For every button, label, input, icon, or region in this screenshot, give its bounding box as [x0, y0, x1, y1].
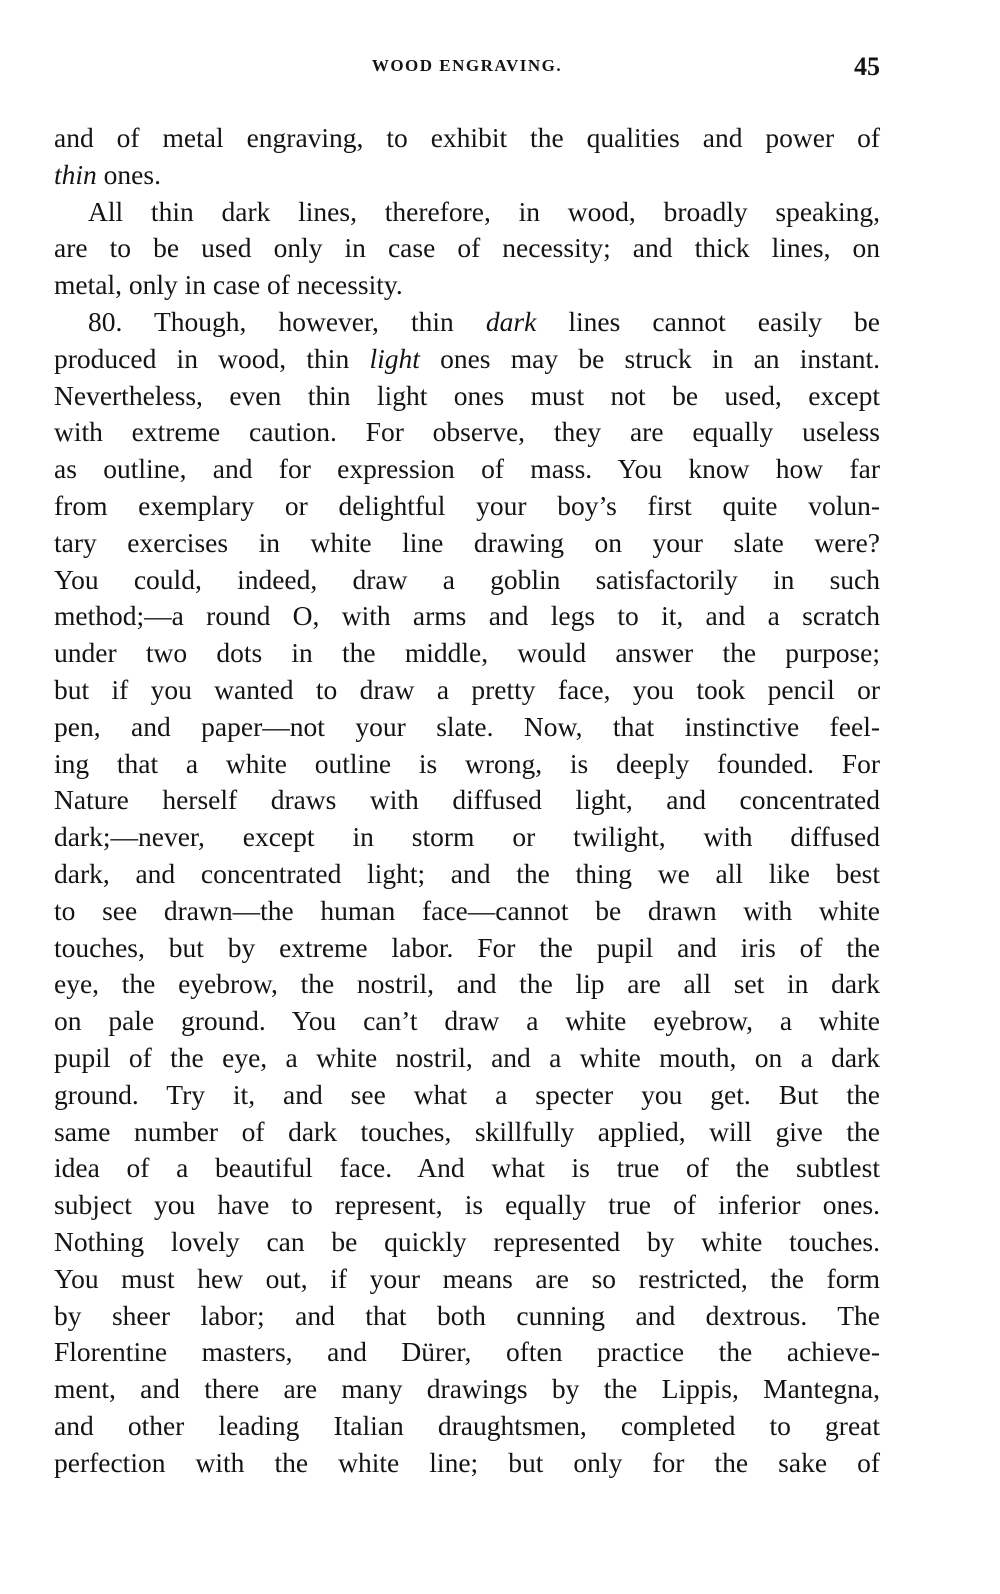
- text-segment: pupil of the eye, a white nostril, and a white mouth, on a dark: [54, 1041, 880, 1073]
- text-line: [54, 1003, 880, 1040]
- text-line: [54, 230, 880, 267]
- text-line: [54, 966, 880, 1003]
- italic-text: light: [369, 342, 420, 374]
- page-header: [54, 52, 880, 82]
- italic-text: thin: [54, 158, 97, 190]
- text-segment: ones may be struck in an instant.: [419, 342, 880, 374]
- text-line: [54, 893, 880, 930]
- text-line: [54, 304, 880, 341]
- text-line: [54, 856, 880, 893]
- text-line: [54, 1114, 880, 1151]
- text-line: [54, 267, 880, 304]
- text-segment: ing that a white outline is wrong, is deeply founded. For: [54, 747, 880, 779]
- text-segment: method;—a round O, with arms and legs to it, and a scratch: [54, 600, 880, 632]
- text-line: [54, 562, 880, 599]
- text-segment: ment, and there are many drawings by the Lippis, Mantegna,: [54, 1373, 880, 1405]
- text-line: [54, 1334, 880, 1371]
- text-line: [54, 782, 880, 819]
- text-segment: idea of a beautiful face. And what is true of the subtlest: [54, 1152, 880, 1184]
- text-segment: Nevertheless, even thin light ones must not be used, except: [54, 379, 880, 411]
- text-segment: on pale ground. You can’t draw a white eyebrow, a white: [54, 1005, 880, 1037]
- text-segment: metal, only in case of necessity.: [54, 269, 403, 301]
- text-segment: and of metal engraving, to exhibit the qualities and power of: [54, 122, 880, 153]
- text-segment: as outline, and for expression of mass. You know how far: [54, 453, 880, 485]
- text-line: [54, 341, 880, 378]
- text-line: [54, 1040, 880, 1077]
- text-line: [54, 120, 880, 157]
- text-segment: and other leading Italian draughtsmen, completed to great: [54, 1409, 880, 1441]
- text-segment: to see drawn—the human face—cannot be drawn with white: [54, 894, 880, 926]
- text-segment: All thin dark lines, therefore, in wood, broadly speaking,: [88, 195, 880, 227]
- text-segment: ground. Try it, and see what a specter you get. But the: [54, 1078, 880, 1110]
- text-segment: lines cannot easily be: [536, 305, 880, 337]
- text-segment: You must hew out, if your means are so restricted, the form: [54, 1262, 880, 1294]
- text-line: [54, 709, 880, 746]
- text-line: [54, 378, 880, 415]
- text-line: [54, 525, 880, 562]
- text-line: [54, 930, 880, 967]
- text-line: [54, 1408, 880, 1445]
- text-line: [54, 488, 880, 525]
- text-segment: but if you wanted to draw a pretty face, you took pencil or: [54, 673, 880, 705]
- text-segment: Nothing lovely can be quickly represented by white touches.: [54, 1225, 880, 1257]
- page-number: 45: [854, 52, 880, 81]
- text-line: [54, 157, 880, 194]
- text-segment: with extreme caution. For observe, they are equally useless: [54, 416, 880, 448]
- text-line: [54, 746, 880, 783]
- text-segment: eye, the eyebrow, the nostril, and the lip are all set in dark: [54, 968, 880, 1000]
- text-line: [54, 414, 880, 451]
- text-line: [54, 1150, 880, 1187]
- text-segment: Florentine masters, and Dürer, often practice the achieve-: [54, 1336, 880, 1368]
- text-line: [54, 598, 880, 635]
- text-line: [54, 1261, 880, 1298]
- text-segment: by sheer labor; and that both cunning and dextrous. The: [54, 1299, 880, 1331]
- text-segment: tary exercises in white line drawing on your slate were?: [54, 526, 880, 558]
- text-segment: same number of dark touches, skillfully applied, will give the: [54, 1115, 880, 1147]
- text-segment: dark;—never, except in storm or twilight, with diffused: [54, 821, 880, 853]
- text-segment: under two dots in the middle, would answer the purpose;: [54, 637, 880, 669]
- text-line: [54, 1445, 880, 1482]
- text-segment: produced in wood, thin: [54, 342, 370, 374]
- text-line: [54, 672, 880, 709]
- text-segment: perfection with the white line; but only for the sake of: [54, 1446, 880, 1478]
- text-segment: touches, but by extreme labor. For the pupil and iris of the: [54, 931, 880, 963]
- text-line: [54, 194, 880, 231]
- text-line: [54, 1371, 880, 1408]
- text-segment: pen, and paper—not your slate. Now, that instinctive feel-: [54, 710, 880, 742]
- body-text: [54, 120, 880, 1481]
- text-segment: Nature herself draws with diffused light, and concentrated: [54, 784, 880, 816]
- text-line: [54, 1224, 880, 1261]
- text-segment: from exemplary or delightful your boy’s first quite volun-: [54, 489, 880, 521]
- text-segment: subject you have to represent, is equally true of inferior ones.: [54, 1189, 880, 1221]
- text-line: [54, 1298, 880, 1335]
- text-segment: You could, indeed, draw a goblin satisfactorily in such: [54, 563, 880, 595]
- text-line: [54, 1077, 880, 1114]
- running-title: WOOD ENGRAVING.: [371, 56, 563, 75]
- text-segment: are to be used only in case of necessity; and thick lines, on: [54, 232, 880, 264]
- text-line: [54, 451, 880, 488]
- text-line: [54, 635, 880, 672]
- text-segment: ones.: [96, 158, 161, 190]
- text-line: [54, 1187, 880, 1224]
- text-line: [54, 819, 880, 856]
- text-segment: 80. Though, however, thin: [88, 305, 486, 337]
- text-segment: dark, and concentrated light; and the thing we all like best: [54, 857, 880, 889]
- italic-text: dark: [485, 305, 537, 337]
